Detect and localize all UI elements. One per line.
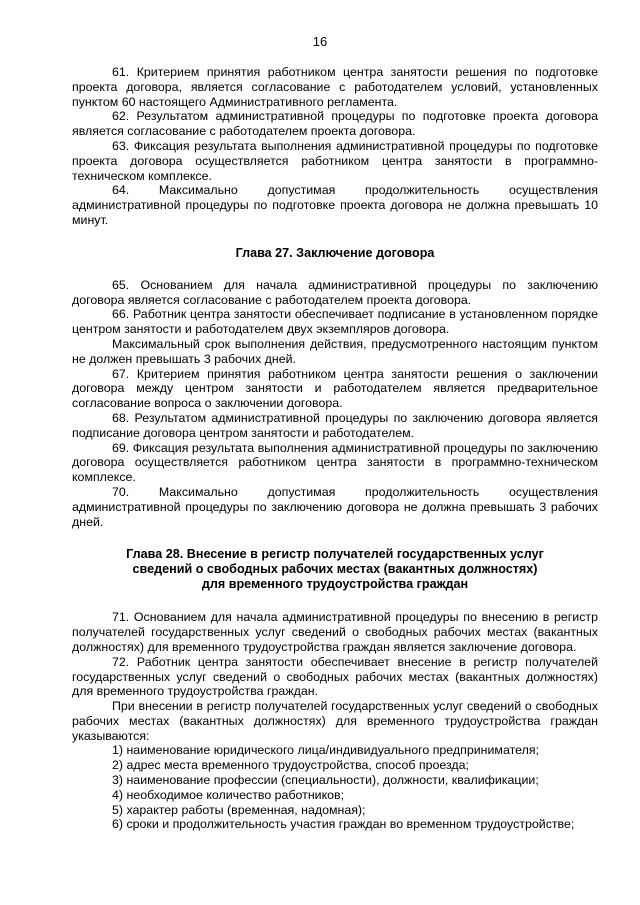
- paragraph-70: 70. Максимально допустимая продолжительность осуществления административной процедуры по заключению договора не должна превышать 3 рабочих дней.: [72, 484, 598, 529]
- chapter-27-heading: Глава 27. Заключение договора: [235, 245, 435, 260]
- list-item: 6) сроки и продолжительность участия граждан во временном трудоустройстве;: [112, 817, 575, 832]
- section-paragraphs-65-70: [72, 278, 598, 530]
- chapter-28-heading-line: Глава 28. Внесение в регистр получателей государственных услуг: [126, 547, 544, 562]
- paragraph-63: 63. Фиксация результата выполнения административной процедуры по подготовке проекта договора осуществляется работником центра занятости в программно-техническом комплексе.: [72, 138, 598, 183]
- register-fields-list: [72, 743, 598, 832]
- chapter-28-heading: [72, 547, 598, 592]
- paragraph-66-note: Максимальный срок выполнения действия, предусмотренного настоящим пунктом не должен превышать 3 рабочих дней.: [72, 336, 598, 366]
- section-paragraphs-71-72: [72, 610, 598, 743]
- paragraph-72-intro: При внесении в регистр получателей государственных услуг сведений о свободных рабочих местах (вакантных должностях) для временного трудоустройства граждан указываются:: [72, 699, 598, 743]
- document-body: [72, 65, 598, 832]
- list-item: 5) характер работы (временная, надомная);: [112, 802, 366, 817]
- list-item: 3) наименование профессии (специальности), должности, квалификации;: [112, 773, 539, 788]
- chapter-28-heading-line: для временного трудоустройства граждан: [201, 577, 469, 592]
- list-item: 4) необходимое количество работников;: [112, 787, 345, 802]
- list-item: 1) наименование юридического лица/индивидуального предпринимателя;: [112, 743, 539, 758]
- paragraph-67: 67. Критерием принятия работником центра занятости решения о заключении договора между центром занятости и работодателем является предварительное согласование вопроса о заключении договора.: [72, 366, 598, 411]
- paragraph-62: 62. Результатом административной процедуры по подготовке проекта договора является согласование с работодателем проекта договора.: [72, 109, 598, 139]
- list-item: 2) адрес места временного трудоустройства, способ проезда;: [112, 758, 469, 773]
- paragraph-72: 72. Работник центра занятости обеспечивает внесение в регистр получателей государственных услуг сведений о свободных рабочих местах (вакантных должностях) для временного трудоустройства граждан.: [72, 654, 598, 699]
- paragraph-61: 61. Критерием принятия работником центра занятости решения по подготовке проекта договора, является согласование с работодателем условий, установленных пунктом 60 настоящего Административного регламента.: [72, 65, 598, 109]
- paragraph-66: 66. Работник центра занятости обеспечивает подписание в установленном порядке центром занятости и работодателем двух экземпляров договора.: [72, 307, 598, 337]
- paragraph-69: 69. Фиксация результата выполнения административной процедуры по заключению договора осуществляется работником центра занятости в программно-техническом комплексе.: [72, 440, 598, 485]
- paragraph-64: 64. Максимально допустимая продолжительность осуществления административной процедуры по подготовке проекта договора не должна превышать 10 минут.: [72, 183, 598, 227]
- paragraph-65: 65. Основанием для начала административной процедуры по заключению договора является согласование с работодателем проекта договора.: [72, 277, 598, 307]
- page-number: 16: [312, 34, 328, 49]
- section-paragraphs-61-64: [72, 65, 598, 228]
- chapter-28-heading-line: сведений о свободных рабочих местах (вакантных должностях): [132, 562, 538, 577]
- paragraph-68: 68. Результатом административной процедуры по заключению договора является подписание договора центром занятости и работодателем.: [72, 410, 598, 440]
- paragraph-71: 71. Основанием для начала административной процедуры по внесению в регистр получателей государственных услуг сведений о свободных рабочих местах (вакантных должностях) для временного трудоустройства граждан является заключение договора.: [72, 610, 598, 654]
